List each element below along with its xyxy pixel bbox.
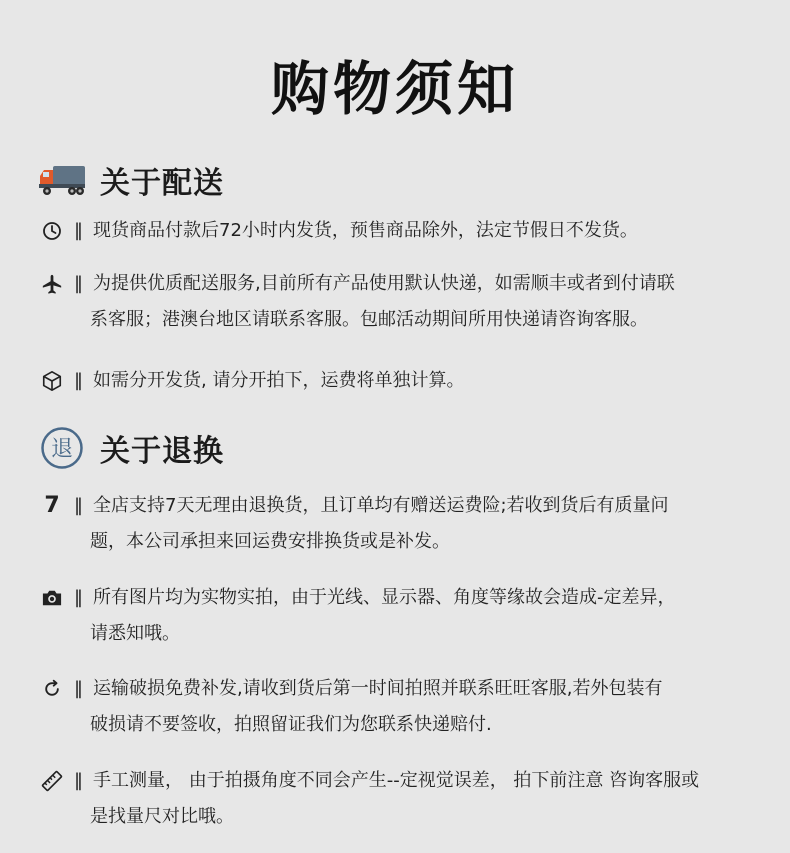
badge-label: 退 [50, 437, 74, 462]
section-heading-delivery [38, 158, 224, 202]
list-item [40, 269, 760, 335]
item-text-continued: 破损请不要签收，拍照留证我们为您联系快递赔付. [90, 714, 492, 735]
item-text: 全店支持7天无理由退换货，且订单均有赠送运费险;若收到货后有质量问 [93, 495, 669, 516]
separator: ‖ [74, 770, 83, 791]
separator: ‖ [74, 587, 83, 608]
item-text-continued: 题，本公司承担来回运费安排换货或是补发。 [90, 531, 450, 552]
package-icon [40, 366, 64, 396]
item-text: 现货商品付款后72小时内发货，预售商品除外，法定节假日不发货。 [93, 220, 638, 241]
refresh-icon [40, 674, 64, 704]
truck-icon [38, 158, 86, 202]
list-item [40, 674, 760, 740]
item-text: 手工测量， 由于拍摄角度不同会产生--定视觉误差， 拍下前注意 咨询客服或 [93, 770, 700, 791]
list-item [40, 216, 760, 246]
list-item [40, 583, 760, 649]
item-text: 所有图片均为实物实拍，由于光线、显示器、角度等缘故会造成-定差异， [93, 587, 676, 608]
item-text: 为提供优质配送服务,目前所有产品使用默认快递，如需顺丰或者到付请联 [93, 273, 675, 294]
item-text-continued: 是找量尺对比哦。 [90, 806, 234, 827]
list-item [40, 366, 760, 396]
section-title: 关于退换 [100, 434, 224, 469]
separator: ‖ [74, 220, 83, 241]
item-text-continued: 请悉知哦。 [90, 623, 180, 644]
separator: ‖ [74, 370, 83, 391]
return-badge-icon [38, 426, 86, 470]
page-title: 购物须知 [270, 55, 519, 123]
section-title: 关于配送 [100, 166, 224, 201]
camera-icon [40, 583, 64, 613]
list-item [40, 491, 760, 557]
airplane-icon [40, 269, 64, 299]
separator: ‖ [74, 678, 83, 699]
ruler-icon [40, 766, 64, 796]
list-item [40, 766, 760, 832]
section-heading-returns [38, 426, 224, 470]
seven-icon: 7 [44, 493, 60, 518]
separator: ‖ [74, 495, 83, 516]
item-text: 如需分开发货, 请分开拍下，运费将单独计算。 [93, 370, 465, 391]
separator: ‖ [74, 273, 83, 294]
clock-icon [40, 216, 64, 246]
item-text: 运输破损免费补发,请收到货后第一时间拍照并联系旺旺客服,若外包装有 [93, 678, 663, 699]
item-text-continued: 系客服；港澳台地区请联系客服。包邮活动期间所用快递请咨询客服。 [90, 309, 648, 330]
